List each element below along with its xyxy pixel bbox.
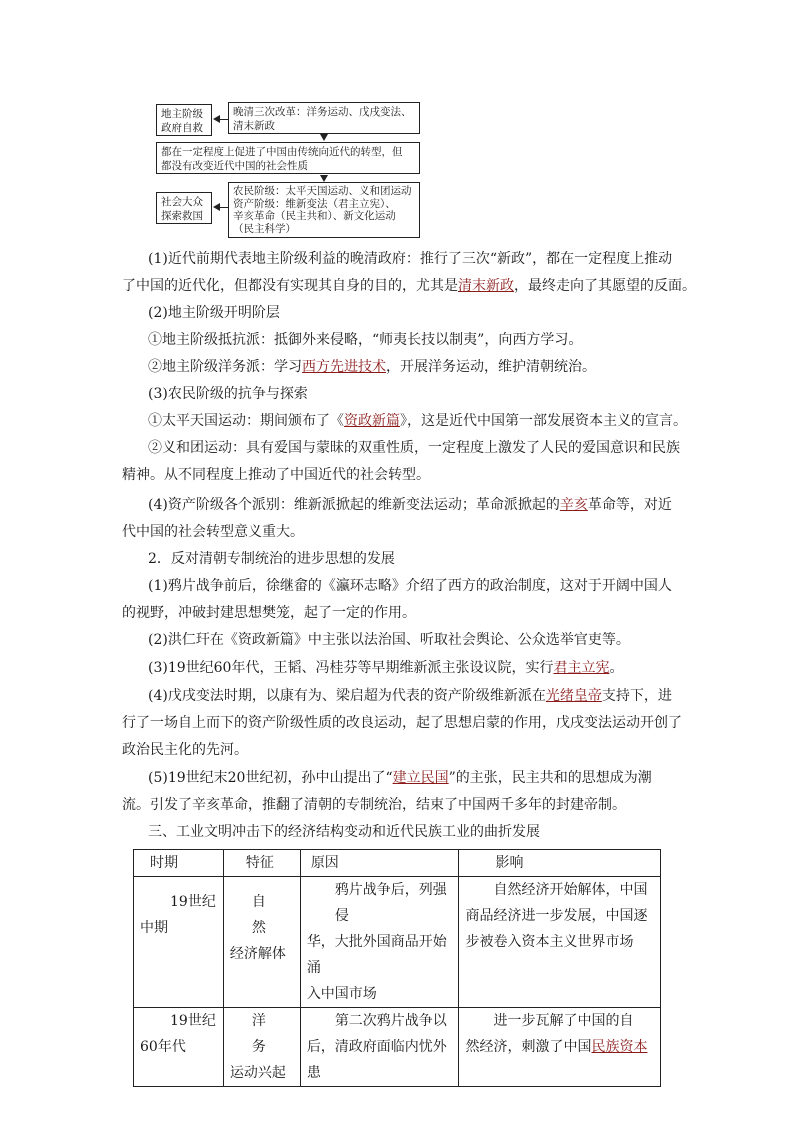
paragraph <box>122 273 696 300</box>
diagram-text: 政府自救 <box>161 122 203 134</box>
table-cell <box>459 877 661 1008</box>
cell-line: 60年代 <box>140 1039 186 1055</box>
paragraph <box>148 683 703 710</box>
paragraph: 的视野，冲破封建思想樊笼，起了一定的作用。 <box>122 605 416 621</box>
paragraph: 精神。从不同程度上推动了中国近代的社会转型。 <box>122 467 430 483</box>
text: ①太平天国运动：期间颁布了《 <box>148 413 344 429</box>
table-header: 时期 <box>134 850 224 877</box>
paragraph: (1)近代前期代表地主阶级利益的晚清政府：推行了三次“新政”，都在一定程度上推动 <box>148 251 673 267</box>
diagram-text: 清末新政 <box>233 120 275 132</box>
paragraph <box>148 354 703 381</box>
cell-line: 运动兴起 <box>229 1065 286 1081</box>
common-effect-box <box>156 142 420 174</box>
table-cell <box>134 1008 224 1087</box>
cell-line: 19世纪 <box>170 1013 216 1029</box>
table-cell <box>223 1008 300 1087</box>
cell-line: 自 然 <box>251 894 280 936</box>
paragraph: (2)地主阶级开明阶层 <box>148 305 280 321</box>
concept-diagram <box>150 98 430 240</box>
cell-line: 自然经济开始解体，中国 <box>493 882 648 898</box>
text: 。 <box>609 660 624 676</box>
diagram-text: 都没有改变近代中国的社会性质 <box>161 160 308 172</box>
diagram-text: 探索救国 <box>161 210 203 222</box>
table-header: 影响 <box>459 850 661 877</box>
key-term: 君主立宪 <box>553 660 610 676</box>
paragraph <box>148 765 703 792</box>
cell-line: 中期 <box>140 920 168 936</box>
table-cell <box>459 1008 661 1087</box>
connector-line <box>220 207 228 208</box>
key-term: 民族资本 <box>591 1039 648 1055</box>
table-cell <box>223 877 300 1008</box>
diagram-text: （民主科学） <box>233 222 296 235</box>
text: 革命等，对近 <box>587 497 672 513</box>
key-term: 光绪皇帝 <box>545 688 602 704</box>
cell-line: 入中国市场 <box>306 986 377 1002</box>
text: 了中国的近代化，但都没有实现其自身的目的，尤其是 <box>122 278 458 294</box>
paragraph: 政治民主化的先河。 <box>122 742 248 758</box>
diagram-text: 地主阶级 <box>161 108 203 120</box>
arrow-left-icon <box>213 203 220 211</box>
paragraph: ②义和团运动：具有爱国与蒙昧的双重性质，一定程度上激发了人民的爱国意识和民族 <box>148 440 680 456</box>
table-header: 特征 <box>223 850 300 877</box>
table-header-row <box>134 850 661 877</box>
cell-line: 步被卷入资本主义世界市场 <box>465 934 634 950</box>
cell-line: 鸦片战争后，列强侵 <box>334 882 447 924</box>
diagram-text: 晚清三次改革：洋务运动、戊戌变法、 <box>233 106 412 118</box>
table-cell <box>134 877 224 1008</box>
text: 支持下，进 <box>601 688 672 704</box>
diagram-text: 农民阶级：太平天国运动、义和团运动 <box>233 185 412 197</box>
cell-line: 第二次鸦片战争以 <box>334 1013 447 1029</box>
cell-line: 后，清政府面临内忧外患 <box>306 1039 447 1081</box>
paragraph: 代中国的社会转型意义重大。 <box>122 524 304 540</box>
arrow-left-icon <box>213 115 220 123</box>
cell-line: 19世纪 <box>170 894 216 910</box>
paragraph: ①地主阶级抵抗派：抵御外来侵略，“师夷长技以制夷”，向西方学习。 <box>148 332 583 348</box>
paragraph <box>148 408 703 435</box>
reforms-box <box>228 102 420 134</box>
text: 然经济，刺激了中国 <box>465 1039 592 1055</box>
key-term: 建立民国 <box>392 770 449 786</box>
diagram-text: 资产阶级：维新变法（君主立宪）、 <box>233 197 396 210</box>
arrow-down-icon <box>320 134 328 141</box>
diagram-text: 社会大众 <box>161 196 203 208</box>
public-box <box>156 192 212 224</box>
connector-line <box>220 119 228 120</box>
arrow-down-icon <box>320 175 328 182</box>
table-cell <box>300 877 459 1008</box>
table-cell <box>300 1008 459 1087</box>
key-term: 辛亥 <box>559 497 588 513</box>
text: (4)戊戌变法时期，以康有为、梁启超为代表的资产阶级维新派在 <box>148 688 546 704</box>
cell-line: 华，大批外国商品开始涌 <box>306 934 447 976</box>
paragraph: (3)农民阶级的抗争与探索 <box>148 386 308 402</box>
paragraph: (1)鸦片战争前后，徐继畲的《瀛环志略》介绍了西方的政治制度，这对于开阔中国人 <box>148 578 672 594</box>
landlord-box <box>156 104 212 136</box>
cell-line: 洋 务 <box>251 1013 280 1055</box>
table-row <box>134 877 661 1008</box>
text: 》，这是近代中国第一部发展资本主义的宣言。 <box>400 413 687 429</box>
text: ”的主张，民主共和的思想成为潮 <box>448 770 652 786</box>
paragraph: 行了一场自上而下的资产阶级性质的改良运动，起了思想启蒙的作用，戊戌变法运动开创了 <box>122 715 682 731</box>
text: ，最终走向了其愿望的反面。 <box>514 278 696 294</box>
key-term: 西方先进技术 <box>302 359 386 375</box>
text: ②地主阶级洋务派：学习 <box>148 359 302 375</box>
section-heading: 三、工业文明冲击下的经济结构变动和近代民族工业的曲折发展 <box>148 824 540 840</box>
section-heading: 2．反对清朝专制统治的进步思想的发展 <box>148 551 395 567</box>
text: (4)资产阶级各个派别：维新派掀起的维新变法运动；革命派掀起的 <box>148 497 560 513</box>
text: (3)19世纪60年代，王韬、冯桂芬等早期维新派主张设议院，实行 <box>148 660 554 676</box>
key-term: 清末新政 <box>458 278 514 294</box>
table-row <box>134 1008 661 1087</box>
cell-line: 商品经济进一步发展，中国逐 <box>465 908 648 924</box>
table-header: 原因 <box>300 850 459 877</box>
diagram-text: 辛亥革命（民主共和）、新文化运动 <box>233 210 396 222</box>
paragraph: (2)洪仁玕在《资政新篇》中主张以法治国、听取社会舆论、公众选举官吏等。 <box>148 632 630 648</box>
cell-line <box>465 1034 654 1060</box>
key-term: 资政新篇 <box>344 413 400 429</box>
paragraph <box>148 492 703 519</box>
classes-box <box>228 182 420 238</box>
cell-line: 经济解体 <box>229 946 286 962</box>
paragraph: 流。引发了辛亥革命，推翻了清朝的专制统治，结束了中国两千多年的封建帝制。 <box>122 797 626 813</box>
economy-table <box>133 849 661 1087</box>
paragraph <box>148 655 703 682</box>
diagram-text: 都在一定程度上促进了中国由传统向近代的转型，但 <box>161 146 403 158</box>
text: ，开展洋务运动，维护清朝统治。 <box>386 359 596 375</box>
text: (5)19世纪末20世纪初，孙中山提出了“ <box>148 770 393 786</box>
cell-line: 进一步瓦解了中国的自 <box>493 1013 634 1029</box>
